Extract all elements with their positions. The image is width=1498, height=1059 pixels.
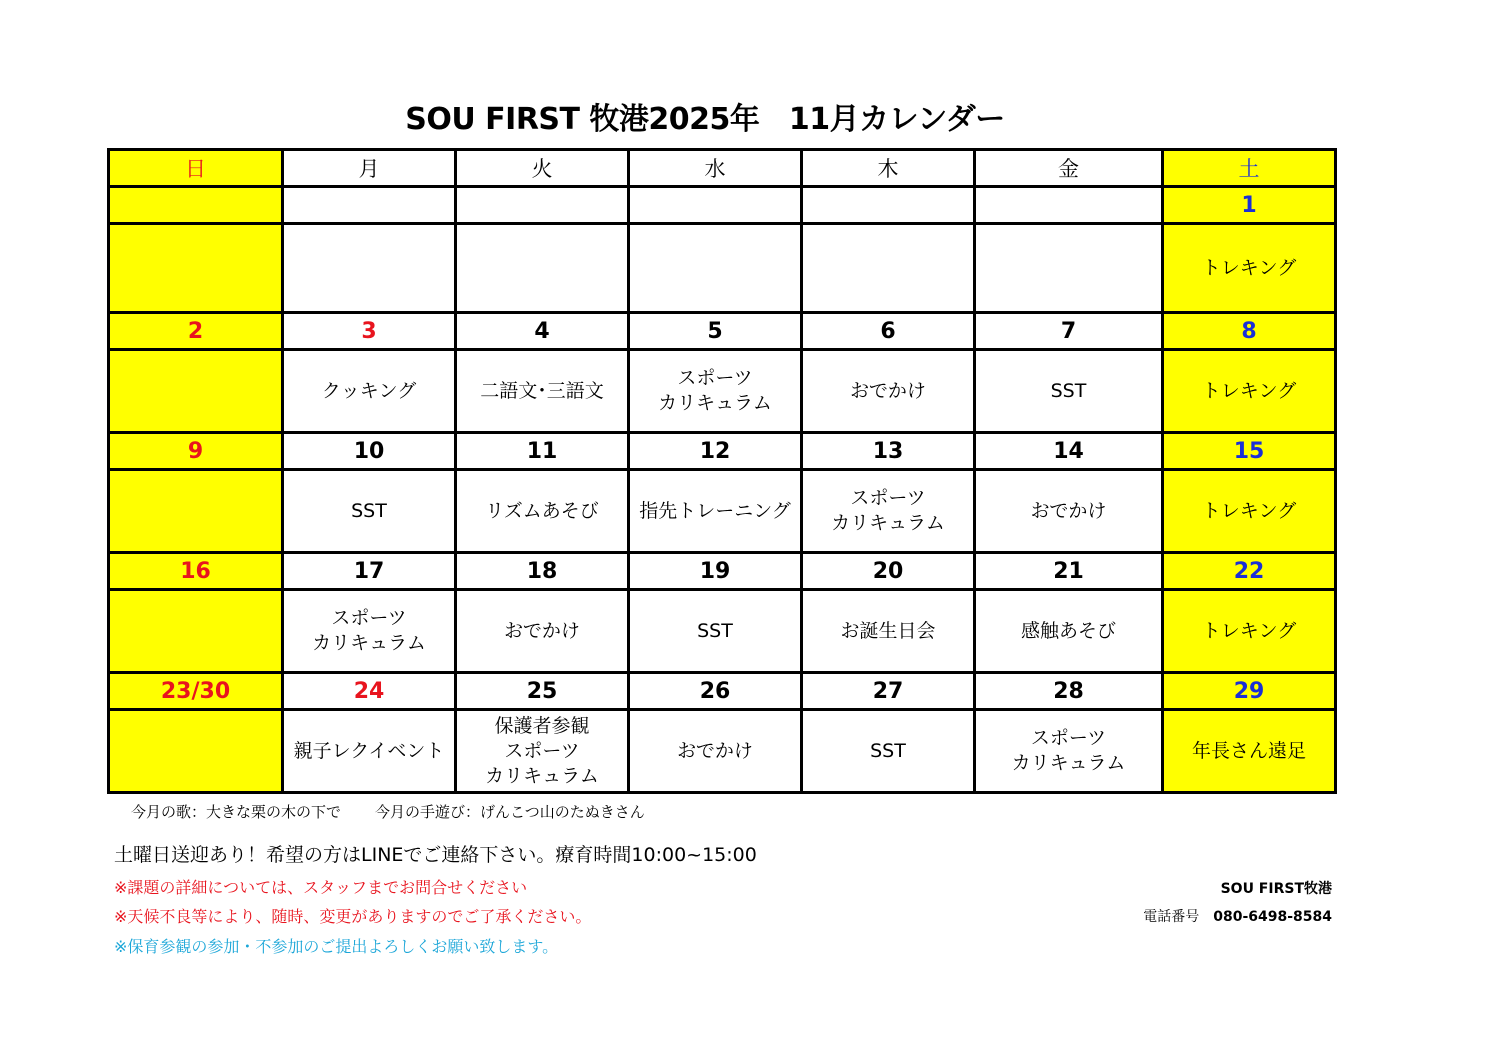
date-cell: 19 — [629, 553, 802, 590]
date-cell: 6 — [802, 313, 975, 350]
activity-cell: おでかけ — [802, 350, 975, 433]
activity-cell: おでかけ — [456, 590, 629, 673]
week-2-dates-row — [109, 313, 1336, 350]
date-cell: 5 — [629, 313, 802, 350]
date-cell: 10 — [283, 433, 456, 470]
activity-cell: 年長さん遠足 — [1163, 710, 1336, 793]
activity-cell — [109, 350, 283, 433]
activity-cell: 感触あそび — [975, 590, 1163, 673]
week-3-dates-row — [109, 433, 1336, 470]
week-2-activities-row — [109, 350, 1336, 433]
date-cell: 8 — [1163, 313, 1336, 350]
activity-cell: 二語文･三語文 — [456, 350, 629, 433]
week-5-dates-row — [109, 673, 1336, 710]
date-cell: 16 — [109, 553, 283, 590]
activity-cell: スポーツ カリキュラム — [802, 470, 975, 553]
activity-cell — [975, 224, 1163, 313]
date-cell: 4 — [456, 313, 629, 350]
date-cell: 7 — [975, 313, 1163, 350]
week-1-activities-row — [109, 224, 1336, 313]
week-1-dates-row — [109, 187, 1336, 224]
date-cell: 24 — [283, 673, 456, 710]
date-cell: 11 — [456, 433, 629, 470]
date-cell: 27 — [802, 673, 975, 710]
activity-cell: トレキング — [1163, 350, 1336, 433]
weekday-sun: 日 — [109, 150, 283, 187]
activity-cell — [456, 224, 629, 313]
date-cell — [629, 187, 802, 224]
monthly-song: 今月の歌：大きな栗の木の下で — [131, 803, 342, 821]
date-cell: 3 — [283, 313, 456, 350]
activity-cell: スポーツ カリキュラム — [283, 590, 456, 673]
phone-number: 080-6498-8584 — [1213, 909, 1332, 925]
date-cell — [975, 187, 1163, 224]
date-cell: 12 — [629, 433, 802, 470]
activity-cell: リズムあそび — [456, 470, 629, 553]
note-observation: ※保育参観の参加・不参加のご提出よろしくお願い致します。 — [114, 937, 559, 956]
date-cell: 28 — [975, 673, 1163, 710]
date-cell: 23/30 — [109, 673, 283, 710]
week-5-activities-row — [109, 710, 1336, 793]
activity-cell — [109, 710, 283, 793]
week-3-activities-row — [109, 470, 1336, 553]
monthly-hand-play: 今月の手遊び：げんこつ山のたぬきさん — [375, 803, 645, 821]
activity-cell: トレキング — [1163, 470, 1336, 553]
calendar-table — [107, 148, 1337, 794]
phone-line — [1143, 908, 1332, 926]
note-details: ※課題の詳細については、スタッフまでお問合せください — [114, 878, 528, 897]
date-cell: 22 — [1163, 553, 1336, 590]
weekday-header-row — [109, 150, 1336, 187]
activity-cell: SST — [975, 350, 1163, 433]
activity-cell: お誕生日会 — [802, 590, 975, 673]
week-4-dates-row — [109, 553, 1336, 590]
weekday-wed: 水 — [629, 150, 802, 187]
activity-cell — [109, 224, 283, 313]
page-title: SOU FIRST 牧港2025年 11月カレンダー — [405, 102, 1005, 137]
week-4-activities-row — [109, 590, 1336, 673]
activity-cell: おでかけ — [975, 470, 1163, 553]
date-cell: 29 — [1163, 673, 1336, 710]
activity-cell: 親子レクイベント — [283, 710, 456, 793]
date-cell — [283, 187, 456, 224]
weekday-tue: 火 — [456, 150, 629, 187]
date-cell — [109, 187, 283, 224]
saturday-pickup-notice: 土曜日送迎あり！希望の方はLINEでご連絡下さい。療育時間10:00~15:00 — [114, 844, 757, 866]
activity-cell — [802, 224, 975, 313]
activity-cell — [283, 224, 456, 313]
date-cell: 25 — [456, 673, 629, 710]
activity-cell: トレキング — [1163, 590, 1336, 673]
activity-cell: トレキング — [1163, 224, 1336, 313]
date-cell: 17 — [283, 553, 456, 590]
date-cell — [802, 187, 975, 224]
date-cell: 13 — [802, 433, 975, 470]
weekday-sat: 土 — [1163, 150, 1336, 187]
weekday-mon: 月 — [283, 150, 456, 187]
monthly-songs — [131, 802, 645, 822]
date-cell: 14 — [975, 433, 1163, 470]
activity-cell: SST — [629, 590, 802, 673]
activity-cell: スポーツ カリキュラム — [975, 710, 1163, 793]
note-weather: ※天候不良等により、随時、変更がありますのでご了承ください。 — [114, 907, 592, 926]
activity-cell: SST — [283, 470, 456, 553]
activity-cell: おでかけ — [629, 710, 802, 793]
weekday-fri: 金 — [975, 150, 1163, 187]
date-cell: 18 — [456, 553, 629, 590]
activity-cell — [109, 590, 283, 673]
activity-cell: 指先トレーニング — [629, 470, 802, 553]
activity-cell: クッキング — [283, 350, 456, 433]
date-cell — [456, 187, 629, 224]
date-cell: 9 — [109, 433, 283, 470]
company-name: SOU FIRST牧港 — [1220, 881, 1332, 897]
weekday-thu: 木 — [802, 150, 975, 187]
date-cell: 26 — [629, 673, 802, 710]
activity-cell — [629, 224, 802, 313]
activity-cell: 保護者参観 スポーツ カリキュラム — [456, 710, 629, 793]
date-cell: 1 — [1163, 187, 1336, 224]
date-cell: 2 — [109, 313, 283, 350]
activity-cell — [109, 470, 283, 553]
date-cell: 15 — [1163, 433, 1336, 470]
activity-cell: SST — [802, 710, 975, 793]
date-cell: 20 — [802, 553, 975, 590]
date-cell: 21 — [975, 553, 1163, 590]
activity-cell: スポーツ カリキュラム — [629, 350, 802, 433]
phone-label: 電話番号 — [1143, 909, 1200, 925]
